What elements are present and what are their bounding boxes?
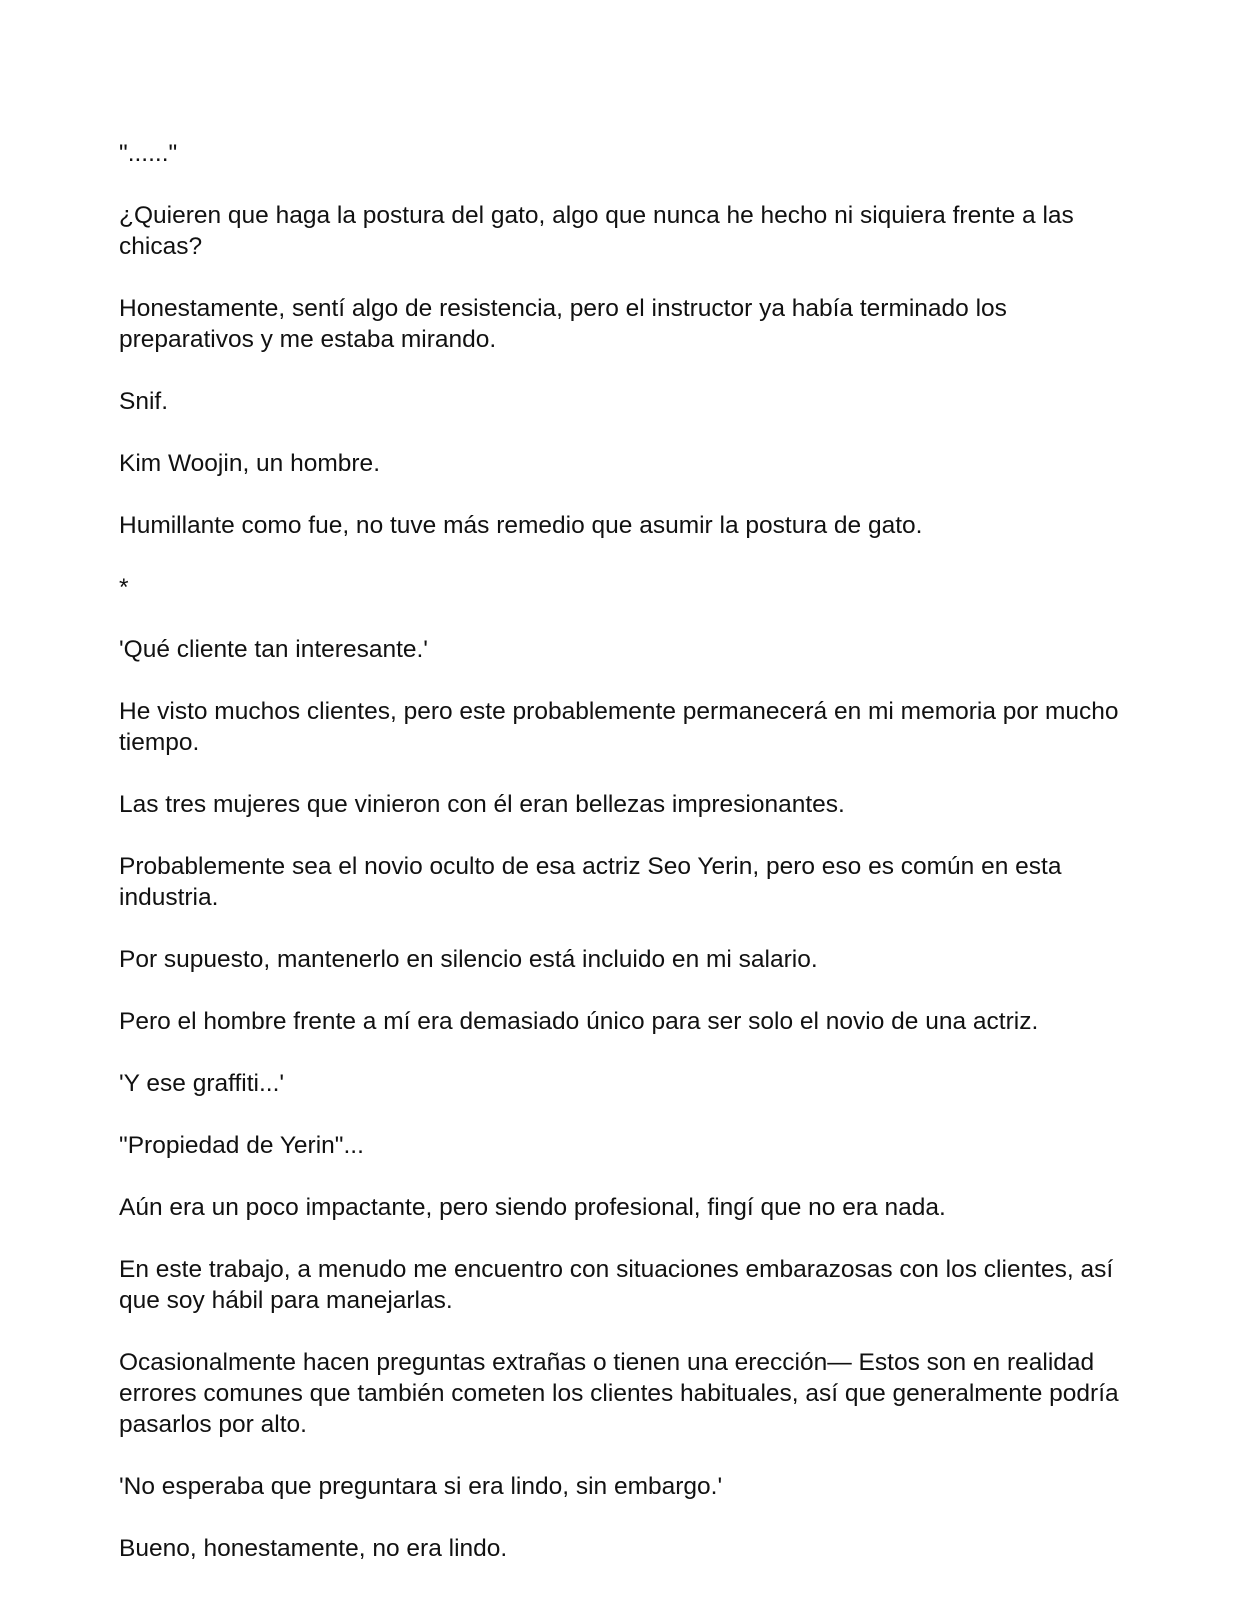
paragraph: Bueno, honestamente, no era lindo. [119, 1535, 508, 1562]
paragraph: Honestamente, sentí algo de resistencia, pero el instructor ya había terminado los preparativos y me estaba mirando. [119, 295, 1007, 353]
paragraph: 'Qué cliente tan interesante.' [119, 636, 428, 663]
paragraph: Por supuesto, mantenerlo en silencio está incluido en mi salario. [119, 946, 818, 973]
paragraph: Kim Woojin, un hombre. [119, 450, 380, 477]
paragraph: 'Y ese graffiti...' [119, 1070, 285, 1097]
paragraph: Snif. [119, 388, 169, 415]
document-body [119, 138, 1129, 1595]
paragraph: Humillante como fue, no tuve más remedio que asumir la postura de gato. [119, 512, 923, 539]
paragraph: Ocasionalmente hacen preguntas extrañas o tienen una erección— Estos son en realidad errores comunes que también cometen los clientes habituales, así que generalmente podría pasarlos por alto. [119, 1349, 1119, 1438]
paragraph: "......" [119, 140, 178, 167]
paragraph: Pero el hombre frente a mí era demasiado único para ser solo el novio de una actriz. [119, 1008, 1039, 1035]
paragraph: En este trabajo, a menudo me encuentro con situaciones embarazosas con los clientes, así que soy hábil para manejarlas. [119, 1256, 1114, 1314]
paragraph: ¿Quieren que haga la postura del gato, algo que nunca he hecho ni siquiera frente a las chicas? [119, 202, 1074, 260]
paragraph: He visto muchos clientes, pero este probablemente permanecerá en mi memoria por mucho tiempo. [119, 698, 1119, 756]
paragraph: "Propiedad de Yerin"... [119, 1132, 364, 1159]
section-separator: * [119, 574, 129, 601]
paragraph: 'No esperaba que preguntara si era lindo, sin embargo.' [119, 1473, 723, 1500]
paragraph: Las tres mujeres que vinieron con él eran bellezas impresionantes. [119, 791, 845, 818]
paragraph: Probablemente sea el novio oculto de esa actriz Seo Yerin, pero eso es común en esta industria. [119, 853, 1062, 911]
paragraph: Aún era un poco impactante, pero siendo profesional, fingí que no era nada. [119, 1194, 946, 1221]
